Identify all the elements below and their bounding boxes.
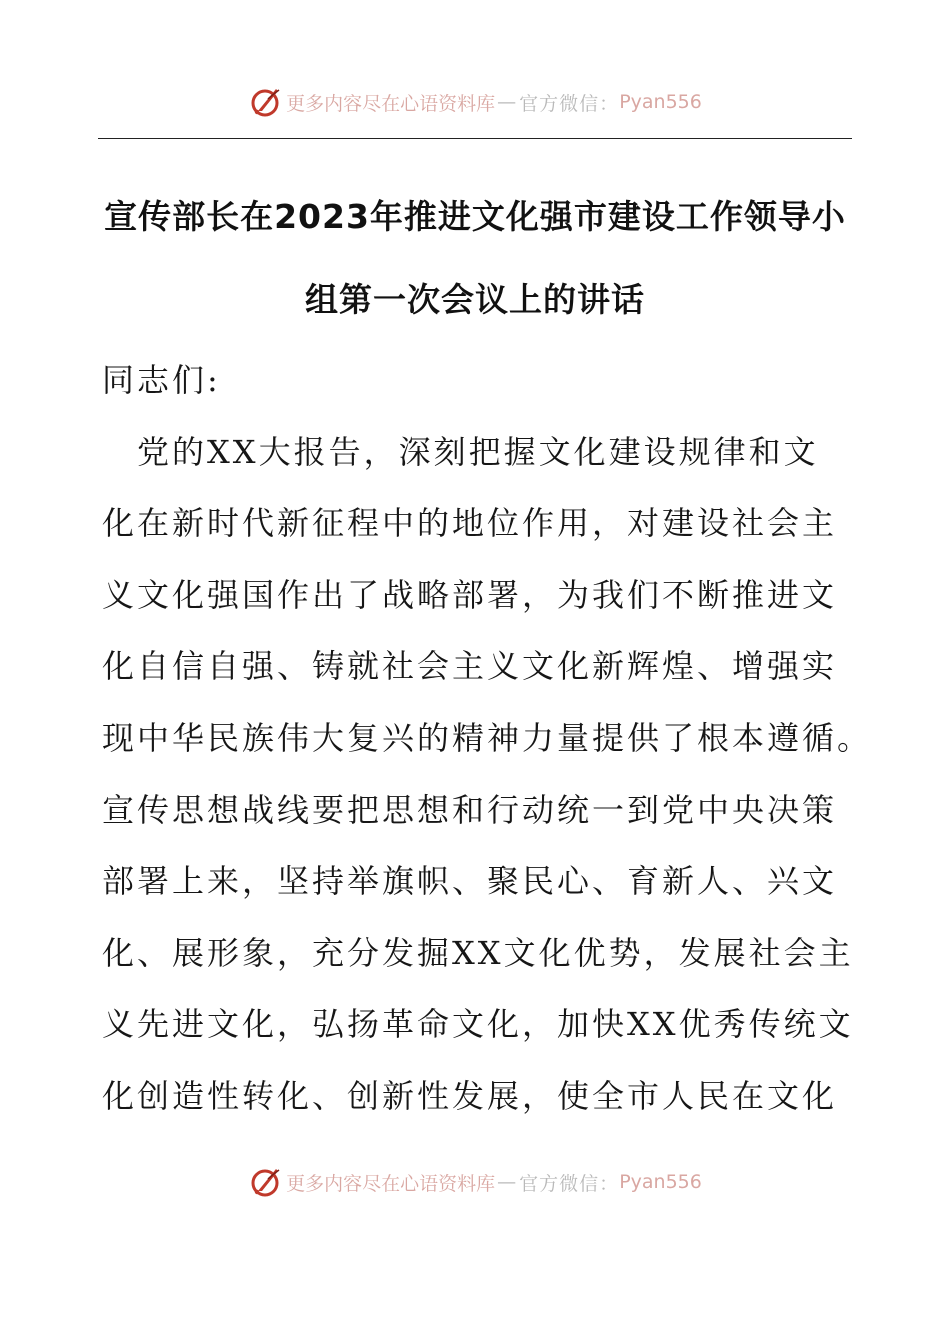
paragraph-line: 化在新时代新征程中的地位作用，对建设社会主	[102, 504, 838, 543]
banner-contact-label: 官方微信：	[519, 1172, 620, 1195]
banner-wechat-id: Pyan556	[619, 1171, 702, 1193]
banner-brand-text: 更多内容尽在心语资料库	[286, 92, 496, 115]
paragraph-line: 党的XX大报告，深刻把握文化建设规律和文	[102, 432, 819, 471]
paragraph-line: 化创造性转化、创新性发展，使全市人民在文化	[102, 1076, 838, 1115]
paragraph-line: 现中华民族伟大复兴的精神力量提供了根本遵循。	[102, 718, 873, 757]
paragraph-line: 宣传思想战线要把思想和行动统一到党中央决策	[102, 790, 838, 829]
document-title	[98, 175, 852, 341]
title-line: 组第一次会议上的讲话	[305, 280, 645, 319]
salutation: 同志们:	[102, 361, 221, 399]
banner-separator: —	[497, 91, 518, 113]
paragraph-line: 义先进文化，弘扬革命文化，加快XX优秀传统文	[102, 1005, 854, 1044]
quill-pen-circle-icon	[248, 1165, 282, 1199]
footer-banner	[0, 1162, 950, 1202]
banner-brand-text: 更多内容尽在心语资料库	[286, 1172, 496, 1195]
title-line: 宣传部长在2023年推进文化强市建设工作领导小	[104, 197, 846, 236]
document-body	[102, 345, 873, 1133]
header-divider	[98, 138, 852, 139]
quill-pen-circle-icon	[248, 85, 282, 119]
banner-wechat-id: Pyan556	[619, 91, 702, 113]
paragraph-line: 部署上来，坚持举旗帜、聚民心、育新人、兴文	[102, 862, 838, 901]
banner-contact-label: 官方微信：	[519, 92, 620, 115]
paragraph-line: 义文化强国作出了战略部署，为我们不断推进文	[102, 575, 838, 614]
header-banner	[0, 82, 950, 122]
paragraph-line: 化、展形象，充分发掘XX文化优势，发展社会主	[102, 933, 854, 972]
paragraph-line: 化自信自强、铸就社会主义文化新辉煌、增强实	[102, 647, 838, 686]
banner-separator: —	[497, 1171, 518, 1193]
